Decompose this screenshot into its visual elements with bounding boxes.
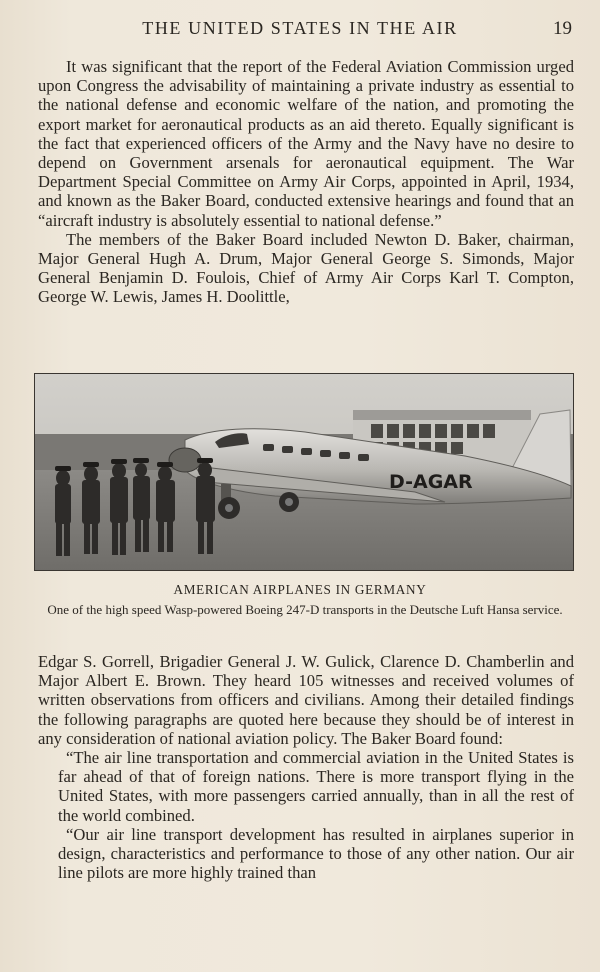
running-title: THE UNITED STATES IN THE AIR [142, 18, 458, 38]
paragraph-significance: It was significant that the report of the Federal Aviation Commission urged upon Congress the advisability of maintaining a private industry as essential to the national defense and economic welfare of the nation, and promoting the export market for aeronautical products as an aid thereto. Equally significant is the fact that experienced officers of the Army and the Navy have no desire to depend on Government arsenals for aeronautical equipment. The War Department Special Committee on Army Air Corps, appointed in April, 1934, and known as the Baker Board, conducted extensive hearings and found that an “aircraft industry is absolutely essential to national defense.” [38, 57, 574, 230]
page-number: 19 [553, 18, 572, 39]
paragraph-baker-board-members: The members of the Baker Board included Newton D. Baker, chairman, Major General Hugh A. Drum, Major General George S. Simonds, Major General Benjamin D. Foulois, Chief of Army Air Corps Karl T. Compton, George W. Lewis, James H. Doolittle, [38, 229, 574, 307]
body-text-bottom [38, 652, 574, 882]
paragraph-hearings: Edgar S. Gorrell, Brigadier General J. W. Gulick, Clarence D. Chamberlin and Major Albert E. Brown. They heard 105 witnesses and received volumes of written observations from officers and civilians. Among their detailed findings the following paragraphs are quoted here because they should be of interest in any consideration of national aviation policy. The Baker Board found: [38, 652, 574, 748]
baker-board-quote [38, 748, 574, 882]
figure-caption-text: One of the high speed Wasp-powered Boeing 247-D transports in the Deutsche Luft Hansa service. [47, 602, 563, 617]
figure-caption-title: AMERICAN AIRPLANES IN GERMANY [173, 582, 427, 597]
quote-paragraph-transport: “The air line transportation and commercial aviation in the United States is far ahead of that of foreign nations. There is more transport flying in the United States, with more passengers carried annually, than in all the rest of the world combined. [58, 748, 574, 825]
running-head [0, 18, 600, 42]
aircraft-registration: D-AGAR [389, 471, 473, 493]
body-text-top [38, 57, 574, 307]
airplane-photo [34, 373, 574, 571]
quote-paragraph-development: “Our air line transport development has resulted in airplanes superior in design, characteristics and performance to those of any other nation. Our air line pilots are more highly trained than [58, 824, 574, 883]
